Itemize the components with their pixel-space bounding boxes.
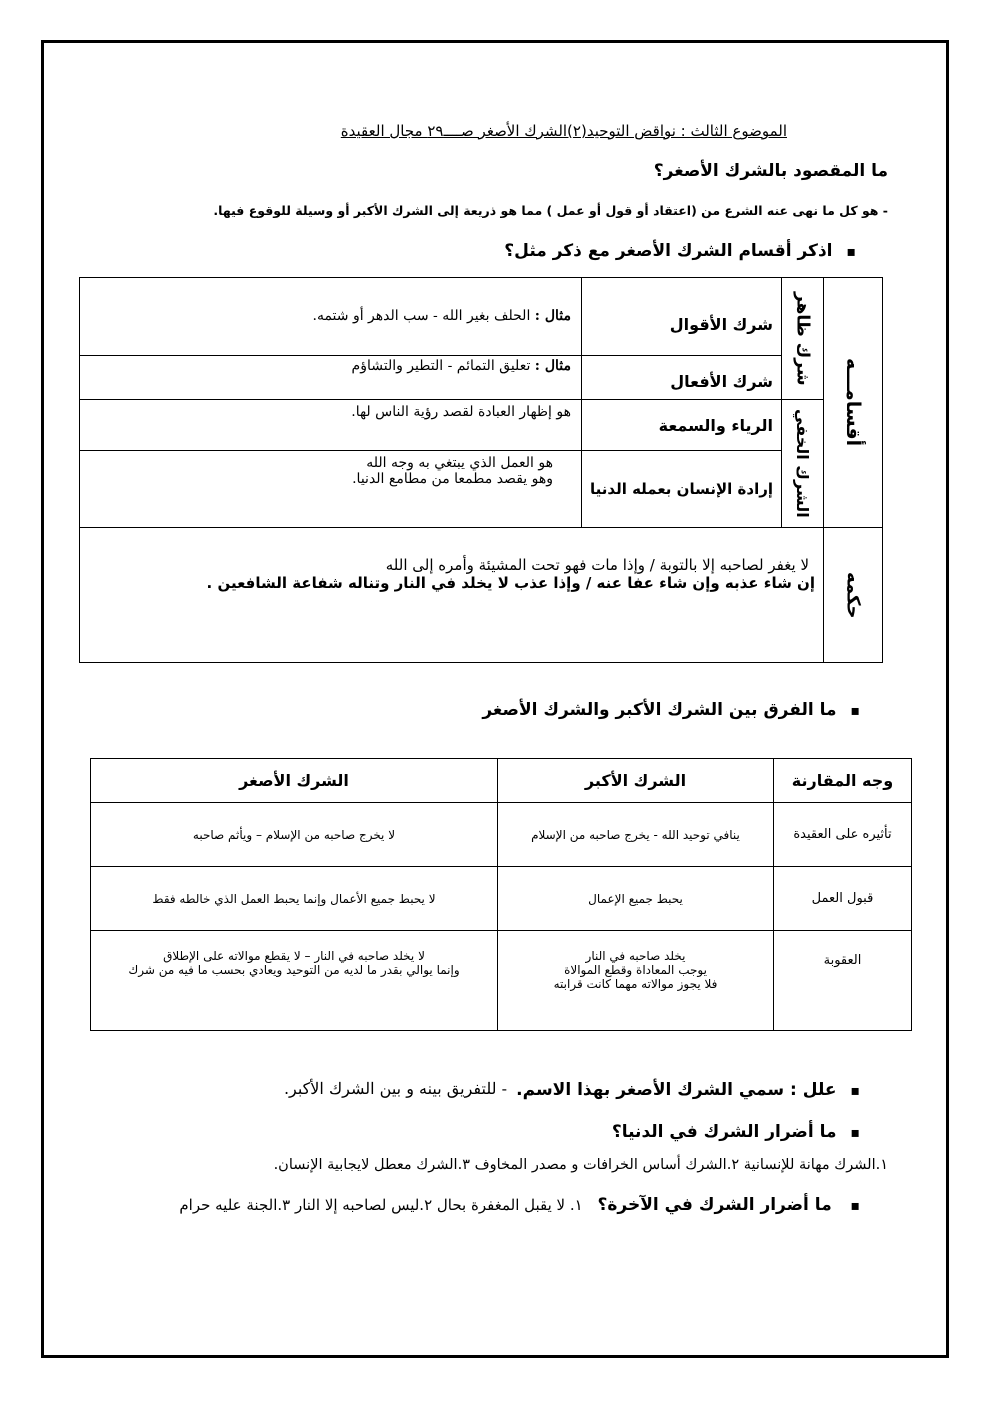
- answer-1: - هو كل ما نهى عنه الشرع من (اعتقاد أو قول أو عمل ) مما هو ذريعة إلى الشرك الأكبر أو وسيلة للوقوع فيها.: [213, 203, 888, 218]
- row3-minor-line2: وإنما يوالي بقدر ما لديه من التوحيد ويعادي بحسب ما فيه من شرك: [128, 963, 460, 977]
- question-1: ما المقصود بالشرك الأصغر؟: [653, 161, 888, 181]
- question-4-text: علل : سمي الشرك الأصغر بهذا الاسم.: [516, 1080, 837, 1100]
- ruling-label-cell: [824, 528, 883, 663]
- row1-def-cell: [80, 278, 582, 356]
- ruling-text-cell: [80, 528, 824, 663]
- row4-def-line2: وهو يقصد مطمعا من مطامع الدنيا.: [352, 471, 553, 487]
- row3-major-line2: يوجب المعاداة وقطع الموالاة: [564, 963, 707, 977]
- ruling-label: حكمه: [842, 571, 864, 619]
- question-5: [612, 1122, 860, 1142]
- question-3: [482, 700, 860, 720]
- row1-aspect: تأثيره على العقيدة: [774, 803, 912, 867]
- row3-aspect: العقوبة: [774, 931, 912, 1031]
- question-2-text: اذكر أقسام الشرك الأصغر مع ذكر مثل؟: [504, 241, 833, 261]
- row1-label: شرك الأقوال: [669, 315, 773, 334]
- row4-def-cell: [80, 451, 582, 528]
- row3-label-cell: [582, 400, 782, 451]
- row2-major: يحبط جميع الإعمال: [498, 867, 774, 931]
- row3-major-line1: يخلد صاحبه في النار: [585, 949, 686, 963]
- row1-major: ينافي توحيد الله - يخرج صاحبه من الإسلام: [498, 803, 774, 867]
- row2-label: شرك الأفعال: [670, 372, 773, 391]
- answer-5: ١.الشرك مهانة للإنسانية ٢.الشرك أساس الخرافات و مصدر المخاوف ٣.الشرك معطل لايجابية الإنسان.: [273, 1157, 888, 1173]
- divisions-main-cell: [824, 278, 883, 528]
- row3-major-line3: فلا يجوز موالاته مهما كانت قرابته: [553, 977, 718, 991]
- header-minor: الشرك الأصغر: [91, 759, 498, 803]
- header-major: الشرك الأكبر: [498, 759, 774, 803]
- comparison-table: [90, 758, 912, 1031]
- row1-label-cell: [582, 278, 782, 356]
- row2-label-cell: [582, 356, 782, 400]
- row3-label: الرياء والسمعة: [658, 415, 773, 435]
- row1-minor: لا يخرج صاحبه من الإسلام – ويأثم صاحبه: [91, 803, 498, 867]
- row1-def: [80, 308, 581, 324]
- row3-major: [498, 931, 774, 1031]
- row2-minor: لا يحبط جميع الأعمال وإنما يحبط العمل الذي خالطه فقط: [91, 867, 498, 931]
- row1-text: الحلف بغير الله - سب الدهر أو شتمه.: [312, 308, 531, 324]
- page-title: الموضوع الثالث : نواقض التوحيد(٢)الشرك الأصغر صــــ٢٩ مجال العقيدة: [340, 122, 787, 140]
- row3-def-cell: [80, 400, 582, 451]
- divisions-table: [79, 277, 883, 663]
- row2-text: تعليق التمائم - التطير والتشاؤم: [351, 358, 531, 374]
- question-2: [504, 241, 856, 261]
- ruling-line2: إن شاء عذبه وإن شاء عفا عنه / وإذا عذب لا يخلد في النار وتناله شفاعة الشافعين .: [206, 574, 815, 592]
- group1-label: شرك ظاهر: [792, 291, 813, 386]
- row2-aspect: قبول العمل: [774, 867, 912, 931]
- question-6-text: ما أضرار الشرك في الآخرة؟: [597, 1195, 832, 1215]
- row2-def-cell: [80, 356, 582, 400]
- question-4: [516, 1080, 860, 1100]
- row3-minor-line1: لا يخلد صاحبه في النار – لا يقطع موالاته على الإطلاق: [163, 949, 425, 963]
- row2-def: [80, 358, 581, 374]
- row2-example-prefix: مثال :: [534, 358, 571, 374]
- row3-minor: [91, 931, 498, 1031]
- header-aspect: وجه المقارنة: [774, 759, 912, 803]
- row4-def-line1: هو العمل الذي يبتغي به وجه الله: [366, 455, 553, 471]
- answer-6: ١. لا يقبل المغفرة بحال ٢.ليس لصاحبه إلا النار ٣.الجنة عليه حرام: [179, 1196, 583, 1214]
- question-5-text: ما أضرار الشرك في الدنيا؟: [611, 1122, 837, 1142]
- divisions-main-label: أقسامـــه: [842, 358, 864, 447]
- row1-example-prefix: مثال :: [534, 308, 571, 324]
- question-3-text: ما الفرق بين الشرك الأكبر والشرك الأصغر: [482, 700, 837, 720]
- group2-cell: [782, 400, 824, 528]
- row4-label: إرادة الإنسان بعمله الدنيا: [590, 480, 773, 498]
- answer-4: - للتفريق بينه و بين الشرك الأكبر.: [283, 1079, 507, 1098]
- group1-cell: [782, 278, 824, 400]
- group2-label: الشرك الخفي: [793, 409, 812, 518]
- ruling-line1: لا يغفر لصاحبه إلا بالتوبة / وإذا مات فهو تحت المشيئة وأمره إلى الله: [385, 556, 809, 574]
- row4-label-cell: [582, 451, 782, 528]
- question-6: [179, 1195, 860, 1215]
- row3-def: هو إظهار العبادة لقصد رؤية الناس لها.: [351, 404, 571, 420]
